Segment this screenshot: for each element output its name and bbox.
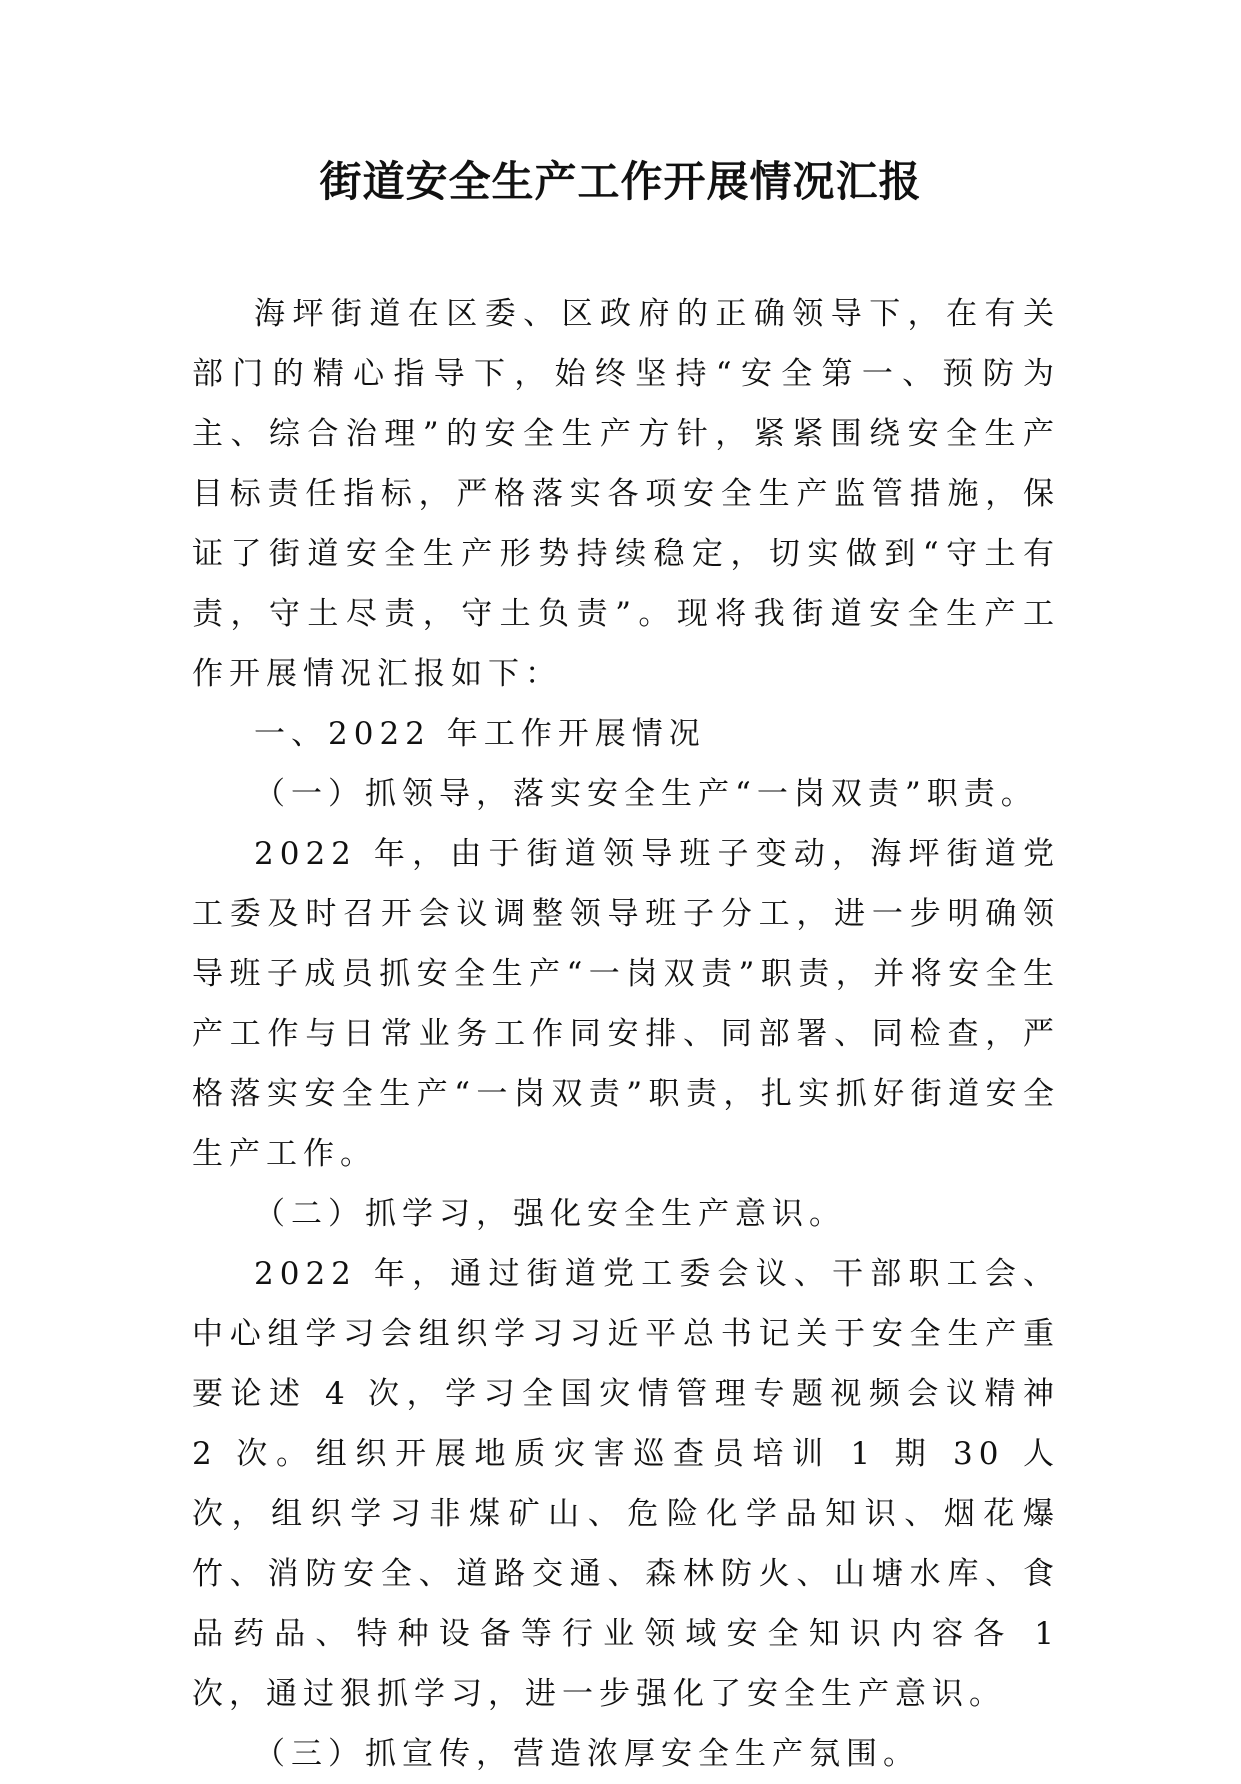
page-title: 街道安全生产工作开展情况汇报 [319, 157, 922, 206]
body-paragraph: 2022 年，通过街道党工委会议、干部职工会、中心组学习会组织学习习近平总书记关于安全生产重要论述 4 次，学习全国灾情管理专题视频会议精神 2 次。组织开展地质灾害巡查员培训 1 期 30 人次，组织学习非煤矿山、危险化学品知识、烟花爆竹、消防安全、道路交通、森林防火、山塘水库、食品药品、特种设备等行业领域安全知识内容各 1 次，通过狠抓学习，进一步强化了安全生产意识。 [192, 1256, 1060, 1712]
section-heading-1: 一、2022 年工作开展情况 [254, 716, 706, 752]
document-body [192, 284, 1060, 1784]
intro-paragraph: 海坪街道在区委、区政府的正确领导下，在有关部门的精心指导下，始终坚持“安全第一、预防为主、综合治理”的安全生产方针，紧紧围绕安全生产目标责任指标，严格落实各项安全生产监管措施，保证了街道安全生产形势持续稳定，切实做到“守土有责，守土尽责，守土负责”。现将我街道安全生产工作开展情况汇报如下： [192, 296, 1060, 692]
subsection-heading-2: （二）抓学习，强化安全生产意识。 [254, 1196, 846, 1232]
subsection-heading-3: （三）抓宣传，营造浓厚安全生产氛围。 [254, 1736, 920, 1772]
body-paragraph: 2022 年，由于街道领导班子变动，海坪街道党工委及时召开会议调整领导班子分工，进一步明确领导班子成员抓安全生产“一岗双责”职责，并将安全生产工作与日常业务工作同安排、同部署、同检查，严格落实安全生产“一岗双责”职责，扎实抓好街道安全生产工作。 [192, 836, 1060, 1172]
subsection-heading-1: （一）抓领导，落实安全生产“一岗双责”职责。 [254, 776, 1038, 812]
